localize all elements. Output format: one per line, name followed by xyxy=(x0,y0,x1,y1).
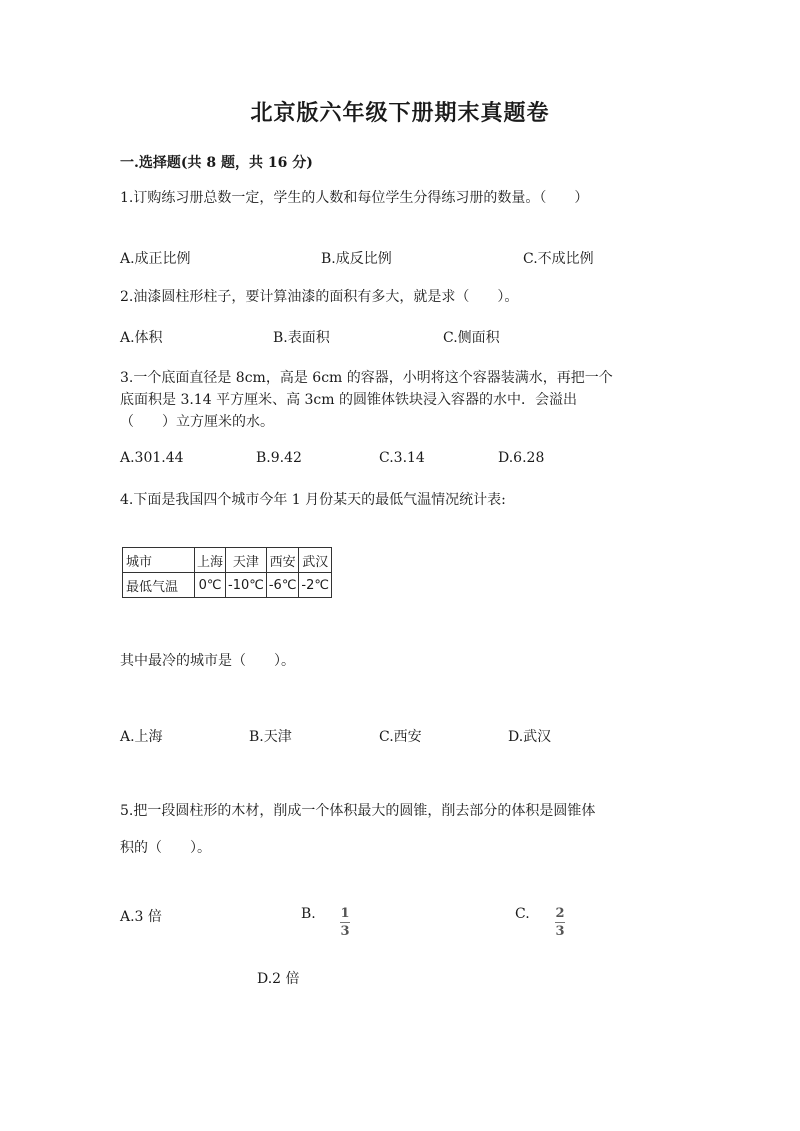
question-3-line-3: （ ）立方厘米的水。 xyxy=(120,414,274,430)
table-cell: 城市 xyxy=(123,548,195,573)
table-cell: -2℃ xyxy=(299,573,332,598)
table-row xyxy=(123,548,332,573)
fraction-bar xyxy=(555,922,565,923)
table-cell: 上海 xyxy=(195,548,226,573)
question-2-option-a[interactable]: A.体积 xyxy=(120,330,163,346)
question-5-line-1: 5.把一段圆柱形的木材，削成一个体积最大的圆锥，削去部分的体积是圆锥体 xyxy=(120,803,596,819)
fraction-numerator: 1 xyxy=(340,906,350,921)
question-3-option-c[interactable]: C.3.14 xyxy=(379,450,425,466)
question-3-line-1: 3.一个底面直径是 8cm，高是 6cm 的容器，小明将这个容器装满水，再把一个 xyxy=(120,370,613,386)
fraction-bar xyxy=(340,922,350,923)
fraction-denominator: 3 xyxy=(340,924,350,939)
table-cell: -6℃ xyxy=(266,573,299,598)
table-cell: 西安 xyxy=(266,548,299,573)
question-4-option-d[interactable]: D.武汉 xyxy=(508,729,552,745)
temperature-table xyxy=(122,547,332,598)
question-4-option-c[interactable]: C.西安 xyxy=(379,729,422,745)
question-5-option-c-fraction[interactable] xyxy=(555,902,565,938)
question-4-option-b[interactable]: B.天津 xyxy=(249,729,292,745)
question-5-option-b-label[interactable]: B. xyxy=(301,906,316,922)
question-4-option-a[interactable]: A.上海 xyxy=(120,729,163,745)
page-title: 北京版六年级下册期末真题卷 xyxy=(250,100,550,126)
question-1-option-b[interactable]: B.成反比例 xyxy=(321,251,392,267)
question-3-option-b[interactable]: B.9.42 xyxy=(256,450,302,466)
question-1-option-c[interactable]: C.不成比例 xyxy=(523,251,594,267)
fraction-denominator: 3 xyxy=(555,924,565,939)
question-5-line-2: 积的（ ）。 xyxy=(120,840,211,856)
question-3-option-a[interactable]: A.301.44 xyxy=(120,450,184,466)
question-3-line-2: 底面积是 3.14 平方厘米、高 3cm 的圆锥体铁块浸入容器的水中．会溢出 xyxy=(120,392,577,408)
table-cell: 天津 xyxy=(226,548,267,573)
question-2-text: 2.油漆圆柱形柱子，要计算油漆的面积有多大，就是求（ ）。 xyxy=(120,289,519,305)
question-5-option-c-label[interactable]: C. xyxy=(515,906,530,922)
question-4-text: 4.下面是我国四个城市今年 1 月份某天的最低气温情况统计表: xyxy=(120,492,506,508)
question-3-option-d[interactable]: D.6.28 xyxy=(498,450,545,466)
question-1-text: 1.订购练习册总数一定，学生的人数和每位学生分得练习册的数量。（ ） xyxy=(120,190,589,206)
question-5-option-d[interactable]: D.2 倍 xyxy=(257,971,300,987)
table-cell: 最低气温 xyxy=(123,573,195,598)
question-2-option-b[interactable]: B.表面积 xyxy=(273,330,330,346)
table-cell: 武汉 xyxy=(299,548,332,573)
question-5-option-a[interactable]: A.3 倍 xyxy=(120,909,162,925)
fraction-numerator: 2 xyxy=(555,906,565,921)
question-2-option-c[interactable]: C.侧面积 xyxy=(443,330,500,346)
table-row xyxy=(123,573,332,598)
table-cell: 0℃ xyxy=(195,573,226,598)
section-heading: 一.选择题(共 8 题，共 16 分) xyxy=(120,155,313,171)
question-1-option-a[interactable]: A.成正比例 xyxy=(120,251,191,267)
question-5-option-b-fraction[interactable] xyxy=(340,902,350,938)
question-4-prompt: 其中最冷的城市是（ ）。 xyxy=(120,653,295,669)
table-cell: -10℃ xyxy=(226,573,267,598)
